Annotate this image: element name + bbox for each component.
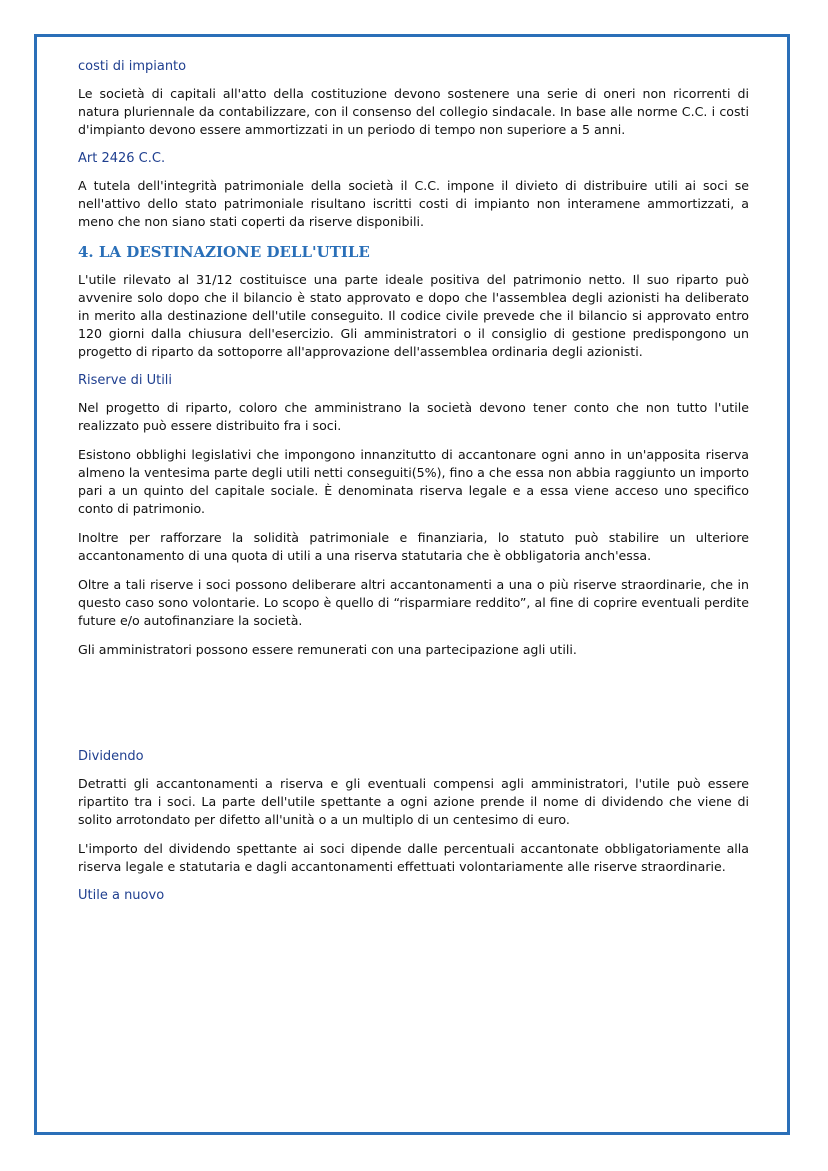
subheading-utile-a-nuovo: Utile a nuovo — [78, 888, 165, 903]
paragraph-costi-impianto: Le società di capitali all'atto della costituzione devono sostenere una serie di oneri non ricorrenti di natura pluriennale da contabilizzare, con il consenso del collegio sindacale. In base alle norme C.C. i costi d'impianto devono essere ammortizzati in un periodo di tempo non superiore a 5 anni. — [78, 86, 749, 137]
document-body — [78, 58, 749, 914]
section-title-destinazione-utile: 4. LA DESTINAZIONE DELL'UTILE — [78, 243, 370, 261]
spacer — [78, 670, 749, 748]
paragraph-riserva-statutaria: Inoltre per rafforzare la solidità patrimoniale e finanziaria, lo statuto può stabilire un ulteriore accantonamento di una quota di utili a una riserva statutaria che è obbligatoria anch'essa. — [78, 530, 749, 563]
paragraph-art-2426: A tutela dell'integrità patrimoniale della società il C.C. impone il divieto di distribuire utili ai soci se nell'attivo dello stato patrimoniale risultano iscritti costi di impianto non interamene ammortizzati, a meno che non siano stati coperti da riserve disponibili. — [78, 178, 749, 229]
paragraph-dividendo: Detratti gli accantonamenti a riserva e gli eventuali compensi agli amministratori, l'utile può essere ripartito tra i soci. La parte dell'utile spettante a ogni azione prende il nome di dividendo che viene di solito arrotondato per difetto all'unità o a un multiplo di un centesimo di euro. — [78, 776, 749, 827]
subheading-dividendo: Dividendo — [78, 749, 144, 764]
paragraph-progetto-riparto: Nel progetto di riparto, coloro che amministrano la società devono tener conto che non tutto l'utile realizzato può essere distribuito fra i soci. — [78, 400, 749, 433]
paragraph-obblighi-legislativi: Esistono obblighi legislativi che impongono innanzitutto di accantonare ogni anno in un'apposita riserva almeno la ventesima parte degli utili netti conseguiti(5%), fino a che essa non abbia raggiunto un importo pari a un quinto del capitale sociale. È denominata riserva legale e a essa viene acceso uno specifico conto di patrimonio. — [78, 447, 749, 516]
paragraph-utile-rilevato: L'utile rilevato al 31/12 costituisce una parte ideale positiva del patrimonio netto. Il suo riparto può avvenire solo dopo che il bilancio è stato approvato e dopo che l'assemblea degli azionisti ha deliberato in merito alla destinazione dell'utile conseguito. Il codice civile prevede che il bilancio si approvato entro 120 giorni dalla chiusura dell'esercizio. Gli amministratori o il consiglio di gestione predispongono un progetto di riparto da sottoporre all'approvazione dell'assemblea ordinaria degli azionisti. — [78, 272, 749, 359]
paragraph-riserve-straordinarie: Oltre a tali riserve i soci possono deliberare altri accantonamenti a una o più riserve straordinarie, che in questo caso sono volontarie. Lo scopo è quello di “risparmiare reddito”, al fine di coprire eventuali perdite future e/o autofinanziare la società. — [78, 577, 749, 628]
paragraph-importo-dividendo: L'importo del dividendo spettante ai soci dipende dalle percentuali accantonate obbligatoriamente alla riserva legale e statutaria e dagli accantonamenti effettuati volontariamente alle riserve straordinarie. — [78, 841, 749, 874]
subheading-art-2426: Art 2426 C.C. — [78, 151, 166, 166]
subheading-costi-impianto: costi di impianto — [78, 59, 187, 74]
subheading-riserve-utili: Riserve di Utili — [78, 373, 173, 388]
paragraph-amministratori: Gli amministratori possono essere remunerati con una partecipazione agli utili. — [78, 642, 577, 657]
